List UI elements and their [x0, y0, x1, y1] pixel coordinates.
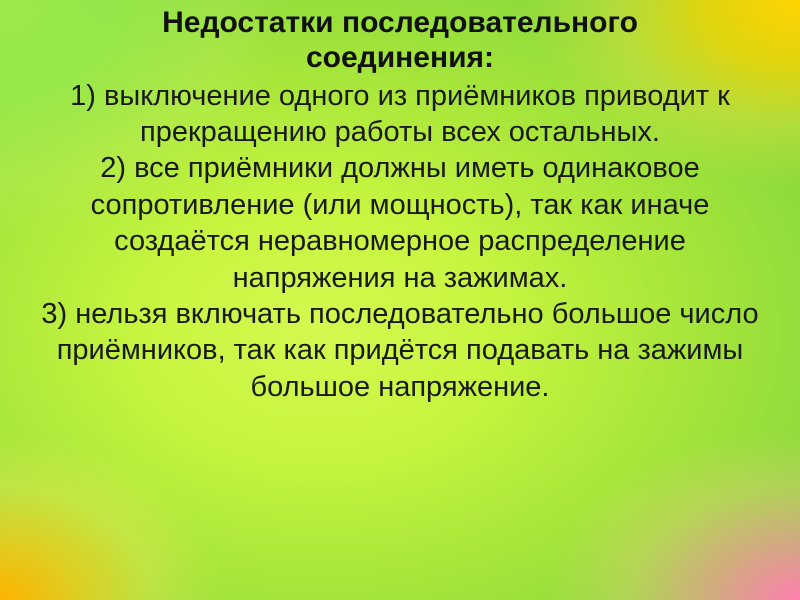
body-text [40, 78, 760, 406]
slide-content [40, 6, 760, 405]
title-line-1: Недостатки последовательного [162, 6, 638, 39]
list-item: 3) нельзя включать последовательно большое число приёмников, так как придётся подавать на зажимы большое напряжение. [41, 297, 759, 403]
list-item: 2) все приёмники должны иметь одинаковое сопротивление (или мощность), так как иначе создаётся неравномерное распределение напряжения на зажимах. [90, 152, 710, 294]
page-title [40, 6, 760, 76]
list-item: 1) выключение одного из приёмников приводит к прекращению работы всех остальных. [70, 79, 730, 148]
title-line-2: соединения: [305, 40, 495, 74]
